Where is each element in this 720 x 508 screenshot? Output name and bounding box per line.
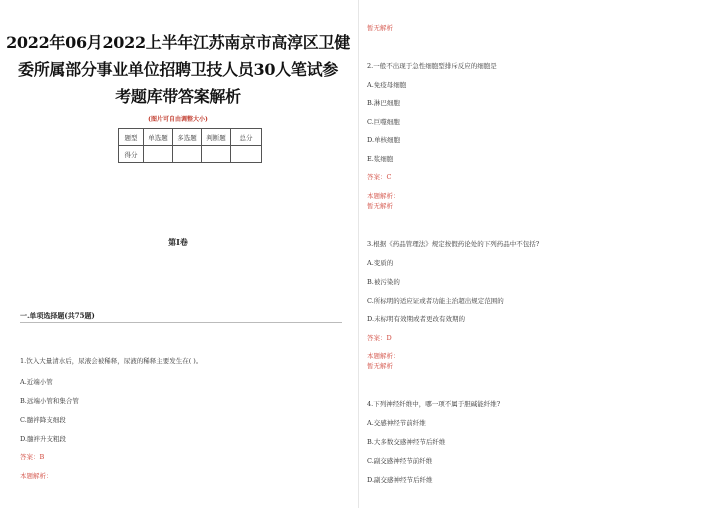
- question-3-analysis: 本题解析：: [367, 352, 400, 360]
- question-1-answer: 答案：B: [20, 453, 45, 461]
- score-cell: [144, 146, 173, 163]
- question-3-option: D.未标明有效期或者更改有效期的: [367, 315, 466, 323]
- document-title-line-3: 考题库带答案解析: [115, 87, 241, 106]
- score-table-row: [119, 146, 262, 163]
- score-table: [118, 128, 262, 163]
- section-heading: 一.单项选择题(共75题): [20, 311, 95, 320]
- question-2-stem: 2.一般不出现于急性细胞型排斥反应的细胞是: [367, 62, 497, 70]
- resize-tip: (图片可自由调整大小): [148, 116, 208, 123]
- question-2-option: A.免疫母细胞: [367, 81, 407, 89]
- question-2-option: B.淋巴细胞: [367, 99, 400, 107]
- score-row-label: 得分: [119, 146, 144, 163]
- section-rule: [20, 322, 342, 323]
- page-divider: [358, 0, 359, 508]
- score-header-cell: 多选题: [173, 129, 202, 146]
- question-3-option: C.所标明的适应证或者功能主治超出规定范围的: [367, 297, 504, 305]
- score-cell: [202, 146, 231, 163]
- score-cell: [173, 146, 202, 163]
- question-2-option: C.巨噬细胞: [367, 118, 400, 126]
- question-3-note: 暂无解析: [367, 362, 393, 370]
- question-1-option: C.髓袢降支细段: [20, 416, 66, 424]
- question-2-answer: 答案：C: [367, 173, 392, 181]
- question-4-option: A.交感神经节前纤维: [367, 419, 426, 427]
- score-header-cell: 单选题: [144, 129, 173, 146]
- score-header-cell: 总分: [231, 129, 262, 146]
- question-3-option: A.变质的: [367, 259, 394, 267]
- question-4-option: C.副交感神经节前纤维: [367, 457, 433, 465]
- question-2-analysis: 本题解析：: [367, 192, 400, 200]
- document-title-line-2: 委所属部分事业单位招聘卫技人员30人笔试参: [18, 60, 338, 79]
- question-4-stem: 4.下列神经纤维中，哪一项不属于胆碱能纤维?: [367, 400, 501, 408]
- question-3-stem: 3.根据《药品管理法》规定按假药论处的下列药品中不包括?: [367, 240, 540, 248]
- volume-heading: 第I卷: [168, 237, 188, 247]
- document-title-line-1: 2022年06月2022上半年江苏南京市高淳区卫健: [6, 33, 350, 52]
- question-2-option: E.浆细胞: [367, 155, 394, 163]
- question-1-option: A.近端小管: [20, 378, 53, 386]
- question-4-option: D.副交感神经节后纤维: [367, 476, 433, 484]
- question-4-option: B.大多数交感神经节后纤维: [367, 438, 446, 446]
- previous-analysis-note: 暂无解析: [367, 24, 393, 32]
- question-1-option: B.远端小管和集合管: [20, 397, 79, 405]
- question-1-option: D.髓袢升支粗段: [20, 435, 67, 443]
- question-2-note: 暂无解析: [367, 202, 393, 210]
- question-1-stem: 1.饮入大量清水后，尿液会被稀释，尿液的稀释主要发生在( )。: [20, 357, 203, 365]
- question-3-option: B.被污染的: [367, 278, 400, 286]
- score-header-cell: 题型: [119, 129, 144, 146]
- question-1-analysis: 本题解析：: [20, 472, 53, 480]
- score-cell: [231, 146, 262, 163]
- question-3-answer: 答案：D: [367, 334, 392, 342]
- score-header-cell: 判断题: [202, 129, 231, 146]
- question-2-option: D.单核细胞: [367, 136, 401, 144]
- score-table-header-row: [119, 129, 262, 146]
